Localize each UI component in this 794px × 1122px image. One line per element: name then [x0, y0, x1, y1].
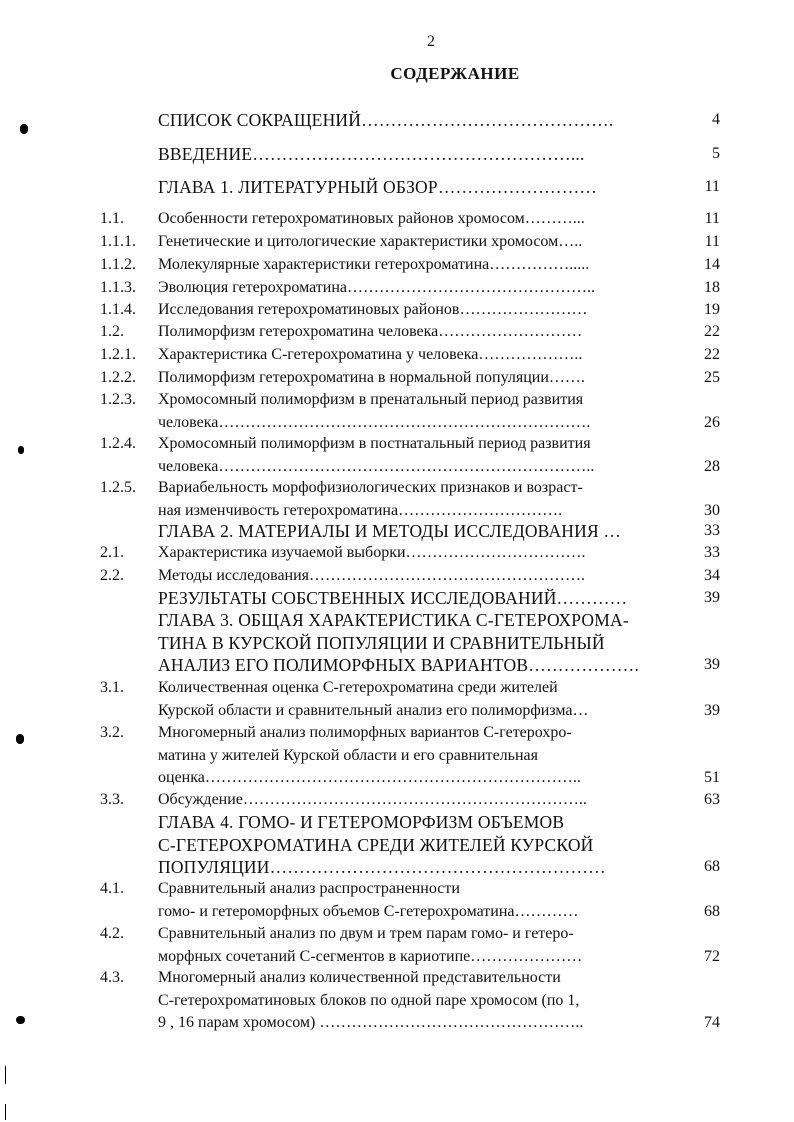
toc-entry-text: Многомерный анализ полиморфных вариантов С-гетерохро-	[158, 724, 572, 741]
toc-entry-text: ГЛАВА 3. ОБЩАЯ ХАРАКТЕРИСТИКА С-ГЕТЕРОХРОМА-	[158, 610, 629, 630]
toc-entry-page: 26	[704, 413, 720, 431]
toc-entry-text: Хромосомный полиморфизм в пренатальный период развития	[158, 391, 584, 408]
scan-mark	[20, 124, 28, 134]
toc-entry-page: 33	[704, 544, 720, 561]
toc-entry-text: ТИНА В КУРСКОЙ ПОПУЛЯЦИИ И СРАВНИТЕЛЬНЫЙ	[158, 632, 605, 653]
toc-entry-text: оценка……………………………………………………………..	[158, 769, 581, 786]
toc-entry-text: Многомерный анализ количественной представительности	[158, 969, 561, 986]
toc-entry-page: 68	[704, 858, 720, 875]
toc-entry-text: Курской области и сравнительный анализ его полиморфизма…	[158, 701, 589, 719]
toc-entry-page: 11	[704, 233, 720, 250]
toc-entry-text: СПИСОК СОКРАЩЕНИЙ…………………………………….	[158, 110, 614, 130]
toc-entry-page: 14	[704, 256, 720, 273]
toc-entry-text: Полиморфизм гетерохроматина в нормальной популяции…….	[158, 369, 585, 386]
toc-entry-number: 1.2.3.	[100, 391, 136, 408]
page-title: СОДЕРЖАНИЕ	[390, 64, 520, 83]
scan-mark	[18, 446, 24, 454]
toc-entry-page: 25	[704, 369, 720, 386]
toc-entry-text: ПОПУЛЯЦИИ…………………………………………………	[158, 857, 606, 877]
toc-entry-page: 39	[704, 589, 720, 606]
toc-entry-page: 30	[704, 501, 720, 519]
toc-entry-page: 39	[704, 656, 720, 673]
toc-entry-text: С-ГЕТЕРОХРОМАТИНА СРЕДИ ЖИТЕЛЕЙ КУРСКОЙ	[158, 834, 594, 855]
toc-entry-text: Исследования гетерохроматиновых районов……………………	[158, 301, 588, 318]
toc-entry-text: Сравнительный анализ по двум и трем парам гомо- и гетеро-	[158, 925, 574, 942]
toc-entry-text: Особенности гетерохроматиновых районов хромосом………...	[158, 210, 585, 227]
toc-entry-page: 11	[704, 178, 720, 195]
toc-entry-number: 1.1.2.	[100, 256, 136, 273]
toc-entry-number: 1.1.3.	[100, 279, 136, 296]
toc-entry-text: Хромосомный полиморфизм в постнатальный период развития	[158, 435, 591, 452]
toc-entry-text: человека……………………………………………………………..	[158, 457, 595, 475]
toc-entry-text: ная изменчивость гетерохроматина………………………….	[158, 501, 563, 519]
toc-entry-page: 11	[704, 210, 720, 227]
toc-entry-text: Характеристика изучаемой выборки…………………………….	[158, 544, 586, 561]
toc-entry-text: ГЛАВА 2. МАТЕРИАЛЫ И МЕТОДЫ ИССЛЕДОВАНИЯ …	[158, 521, 622, 541]
toc-entry-number: 1.2.4.	[100, 435, 136, 452]
toc-entry-text: Количественная оценка С-гетерохроматина среди жителей	[158, 679, 558, 696]
toc-entry-text: морфных сочетаний С-сегментов в кариотипе…………………	[158, 947, 583, 965]
toc-entry-page: 63	[704, 791, 720, 808]
toc-entry-number: 2.2.	[100, 567, 124, 584]
toc-entry-number: 4.1.	[100, 880, 124, 897]
toc-entry-text: матина у жителей Курской области и его сравнительная	[158, 746, 538, 764]
toc-entry-text: гомо- и гетероморфных объемов С-гетерохроматина…………	[158, 902, 579, 920]
toc-entry-page: 4	[712, 111, 720, 128]
toc-entry-page: 74	[704, 1014, 720, 1031]
toc-entry-page: 19	[704, 301, 720, 318]
page-number: 2	[427, 33, 435, 50]
scan-mark	[16, 1016, 25, 1024]
toc-entry-number: 4.2.	[100, 925, 124, 942]
toc-entry-number: 1.1.	[100, 210, 124, 227]
scan-mark	[5, 1066, 6, 1084]
toc-entry-number: 1.2.5.	[100, 479, 136, 496]
toc-entry-number: 3.1.	[100, 679, 124, 696]
toc-entry-page: 72	[704, 947, 720, 965]
toc-entry-page: 39	[704, 701, 720, 719]
toc-entry-page: 22	[704, 346, 720, 363]
toc-entry-page: 22	[704, 323, 720, 340]
toc-entry-page: 68	[704, 902, 720, 920]
toc-entry-number: 4.3.	[100, 969, 124, 986]
toc-entry-page: 51	[704, 769, 720, 786]
toc-entry-text: РЕЗУЛЬТАТЫ СОБСТВЕННЫХ ИССЛЕДОВАНИЙ…………	[158, 588, 628, 608]
toc-entry-page: 5	[712, 145, 720, 162]
toc-entry-number: 1.2.	[100, 323, 124, 340]
scan-mark	[5, 1104, 6, 1120]
toc-entry-text: Полиморфизм гетерохроматина человека………………………	[158, 323, 583, 340]
toc-entry-text: Сравнительный анализ распространенности	[158, 880, 460, 897]
toc-entry-text: С-гетерохроматиновых блоков по одной паре хромосом (по 1,	[158, 991, 580, 1009]
toc-entry-text: ГЛАВА 4. ГОМО- И ГЕТЕРОМОРФИЗМ ОБЪЕМОВ	[158, 812, 565, 832]
toc-entry-number: 3.3.	[100, 791, 124, 808]
toc-entry-text: Генетические и цитологические характеристики хромосом…..	[158, 233, 583, 250]
toc-entry-text: Характеристика С-гетерохроматина у человека………………..	[158, 346, 583, 363]
toc-entry-text: человека…………………………………………………………….	[158, 413, 591, 431]
toc-entry-number: 1.1.1.	[100, 233, 136, 250]
toc-entry-page: 34	[704, 567, 720, 584]
toc-entry-text: 9 , 16 парам хромосом) …………………………………………..	[158, 1014, 584, 1031]
toc-entry-number: 3.2.	[100, 724, 124, 741]
toc-entry-text: ГЛАВА 1. ЛИТЕРАТУРНЫЙ ОБЗОР………………………	[158, 177, 598, 197]
toc-entry-text: Эволюция гетерохроматина………………………………………..	[158, 279, 595, 296]
toc-entry-number: 1.2.1.	[100, 346, 136, 363]
toc-entry-text: АНАЛИЗ ЕГО ПОЛИМОРФНЫХ ВАРИАНТОВ……………….	[158, 655, 640, 675]
toc-entry-number: 1.2.2.	[100, 369, 136, 386]
toc-entry-text: Методы исследования…………………………………………….	[158, 567, 586, 584]
scan-mark	[16, 734, 24, 744]
toc-entry-text: Обсуждение………………………………………………………..	[158, 791, 587, 808]
toc-entry-page: 28	[704, 457, 720, 475]
toc-entry-text: Вариабельность морфофизиологических признаков и возраст-	[158, 479, 583, 496]
toc-entry-number: 1.1.4.	[100, 301, 136, 318]
toc-entry-page: 33	[704, 522, 720, 539]
toc-entry-text: ВВЕДЕНИЕ………………………………………………...	[158, 144, 585, 164]
toc-entry-text: Молекулярные характеристики гетерохроматина…………….....	[158, 256, 590, 273]
toc-entry-page: 18	[704, 279, 720, 296]
toc-entry-number: 2.1.	[100, 544, 124, 561]
